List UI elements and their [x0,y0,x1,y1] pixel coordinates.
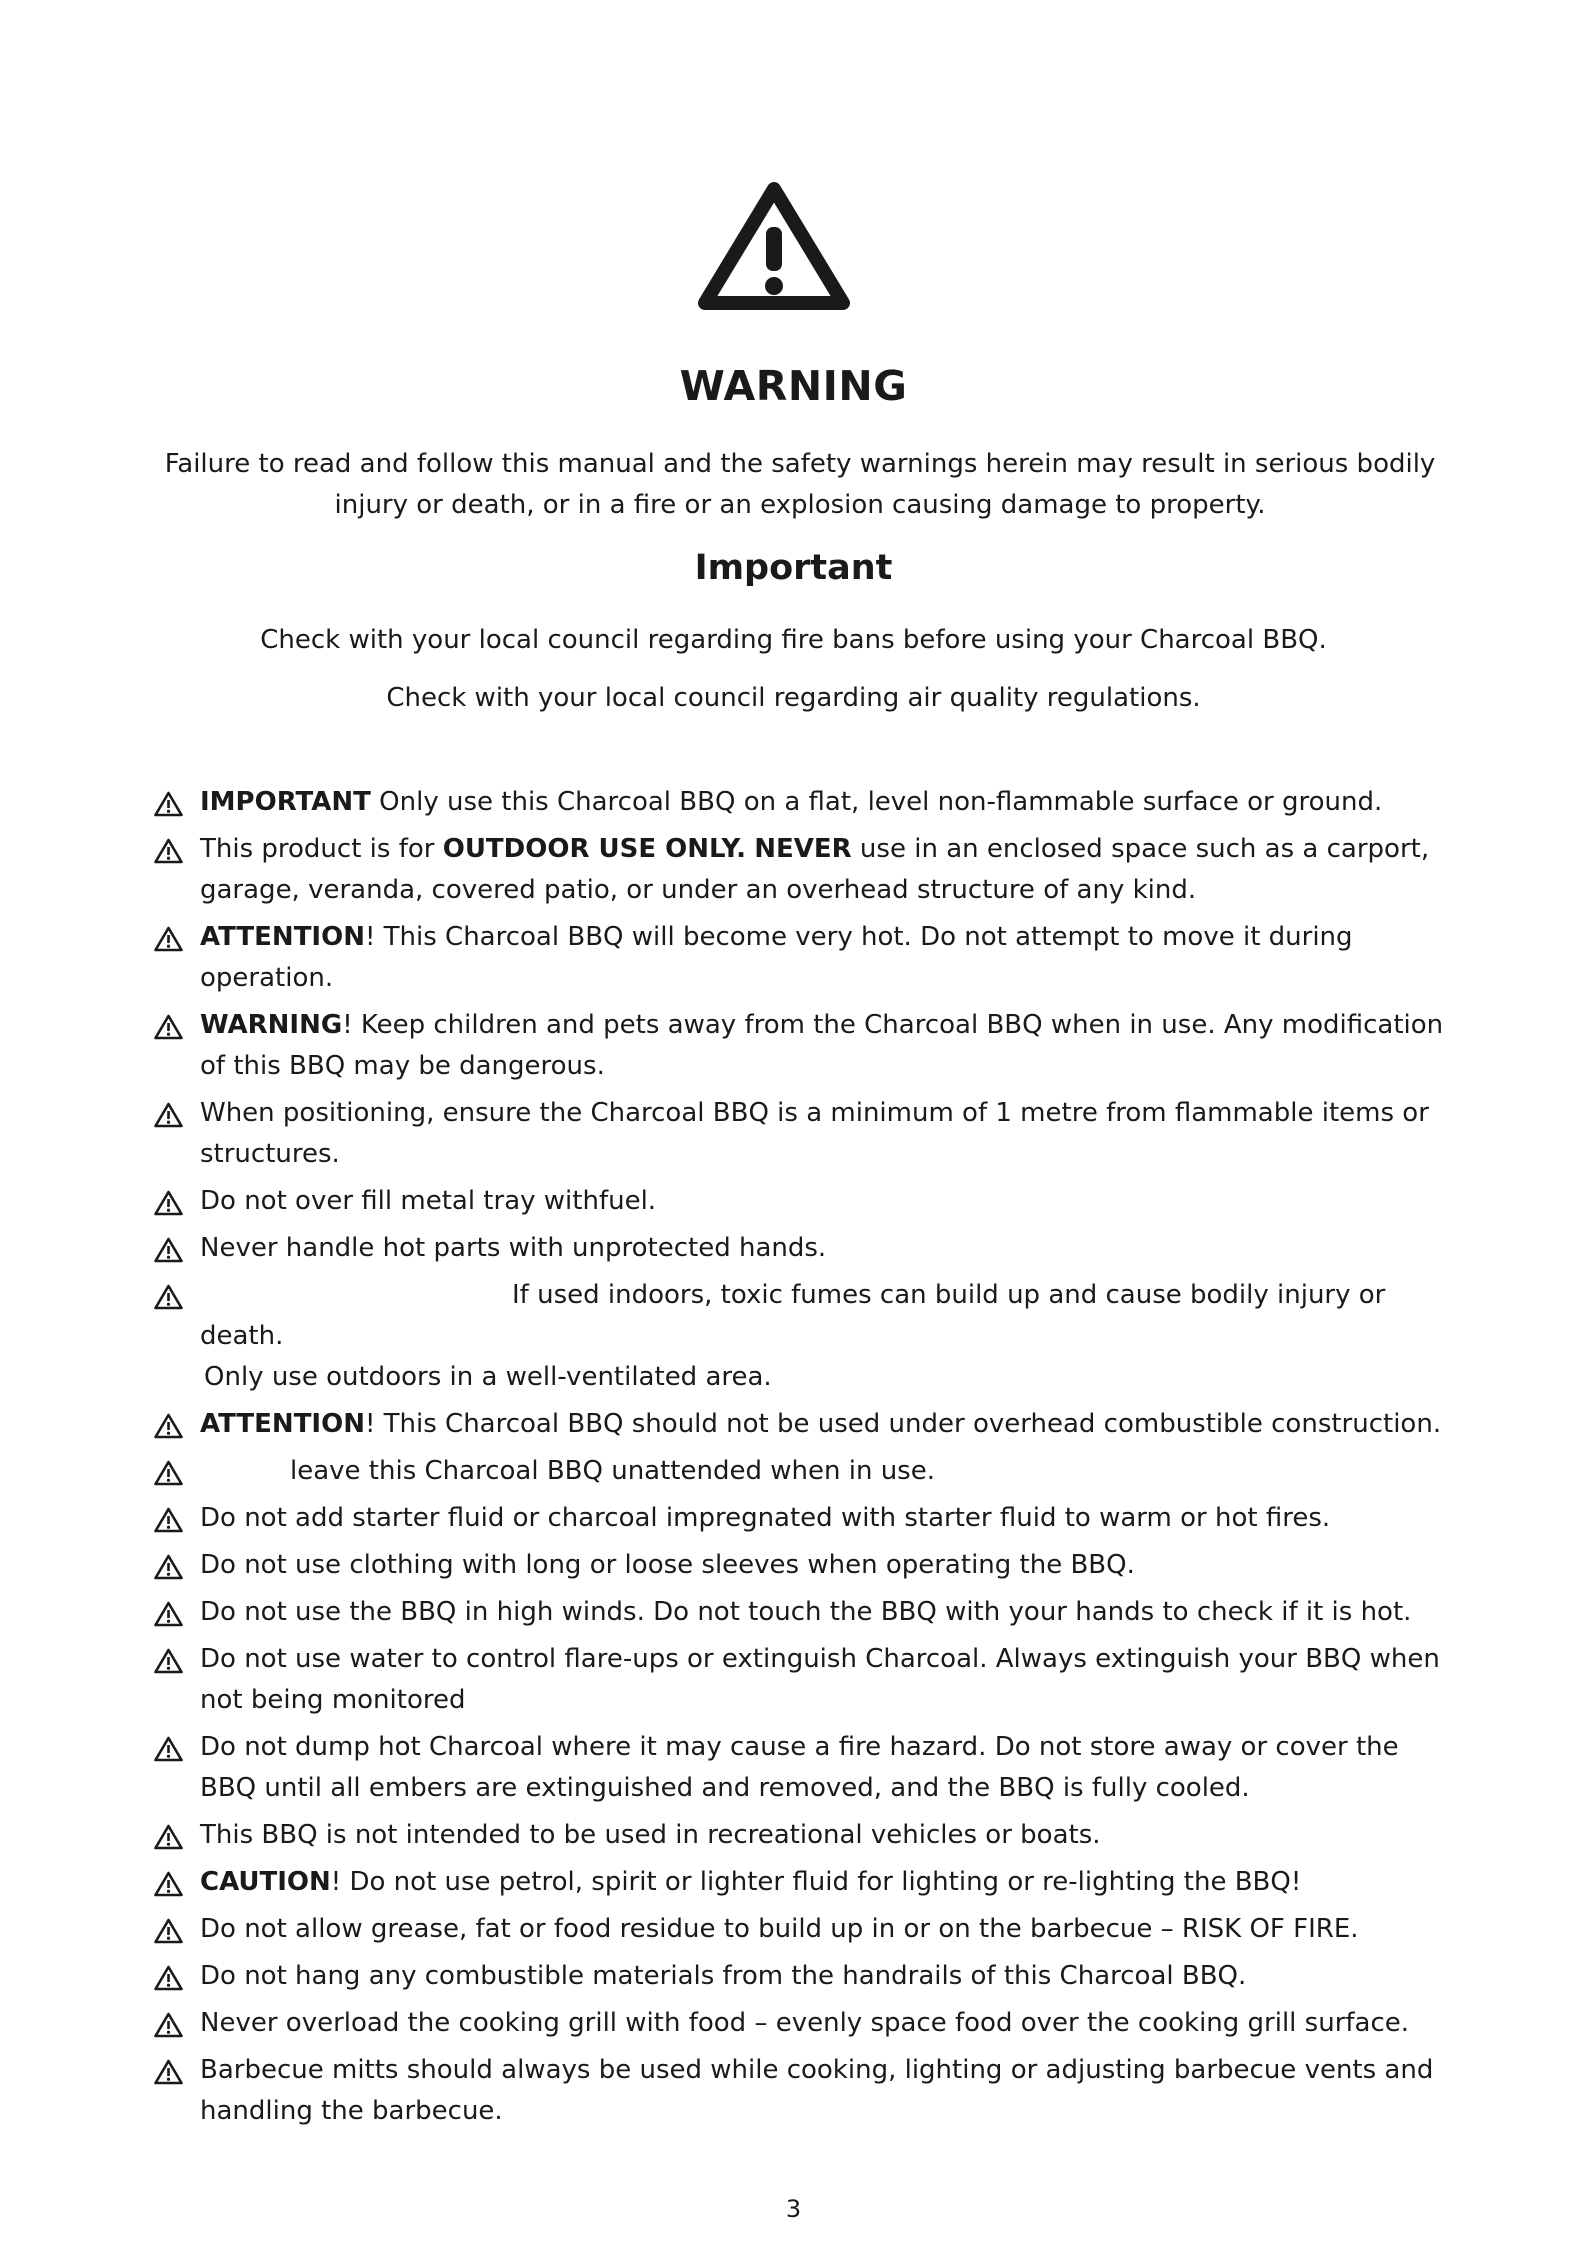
warning-item [150,829,1450,911]
warning-triangle-icon [153,1506,184,1533]
warning-item [150,2050,1450,2132]
warning-text: use in an enclosed space such as a carport, garage, veranda, covered patio, or under an overhead structure of any kind. [200,834,1430,905]
warning-triangle-icon [153,925,184,952]
warning-item [150,1498,1450,1539]
warning-text: Do not add starter fluid or charcoal impregnated with starter fluid to warm or hot fires. [200,1503,1331,1533]
warning-text: ! Keep children and pets away from the Charcoal BBQ when in use. Any modification of this BBQ may be dangerous. [200,1010,1444,1081]
warning-triangle-icon [153,790,184,817]
warning-item [150,1862,1450,1903]
warning-lead: ATTENTION [200,922,365,952]
page-title: WARNING [679,362,908,410]
warning-triangle-icon [153,1189,184,1216]
warning-lead: IMPORTANT [200,787,371,817]
warning-triangle-icon [153,1101,184,1128]
warning-triangle-icon [153,1600,184,1627]
warning-text: Do not allow grease, fat or food residue to build up in or on the barbecue – RISK OF FIRE. [200,1914,1359,1944]
warning-triangle-icon [153,1553,184,1580]
warning-triangle-icon [153,1283,184,1310]
warning-item [150,917,1450,999]
warning-triangle-icon [153,1647,184,1674]
warning-triangle-icon [153,837,184,864]
warning-text: When positioning, ensure the Charcoal BBQ is a minimum of 1 metre from flammable items or structures. [200,1098,1429,1169]
warning-triangle-icon [153,2058,184,2085]
warning-text: Do not dump hot Charcoal where it may cause a fire hazard. Do not store away or cover the BBQ until all embers are extinguished and removed, and the BBQ is fully cooled. [200,1732,1399,1803]
warning-text: Barbecue mitts should always be used while cooking, lighting or adjusting barbecue vents and handling the barbecue. [200,2055,1434,2126]
warning-triangle-icon [153,1412,184,1439]
warning-text-pre: This product is for [200,834,443,864]
warning-triangle-icon [153,2011,184,2038]
warning-item [150,1639,1450,1721]
warning-text: Do not use water to control flare-ups or extinguish Charcoal. Always extinguish your BBQ when not being monitored [200,1644,1440,1715]
warning-item [150,782,1450,823]
warning-triangle-icon [153,1917,184,1944]
warning-item [150,2003,1450,2044]
section-subtitle: Important [694,548,893,588]
warning-item [150,1592,1450,1633]
council-note-air-quality: Check with your local council regarding air quality regulations. [386,683,1201,713]
warning-bold-outdoor: OUTDOOR USE ONLY. [442,834,746,864]
warning-triangle-icon [153,1964,184,1991]
warning-item [150,1228,1450,1269]
page-number: 3 [785,2195,802,2223]
warning-text: Only use this Charcoal BBQ on a flat, level non-flammable surface or ground. [370,787,1383,817]
warning-item [150,1956,1450,1997]
warning-text: Do not use the BBQ in high winds. Do not touch the BBQ with your hands to check if it is hot. [200,1597,1412,1627]
warning-item [150,1545,1450,1586]
warning-text: Do not hang any combustible materials from the handrails of this Charcoal BBQ. [200,1961,1247,1991]
warning-triangle-icon [153,1013,184,1040]
warning-item [150,1093,1450,1175]
council-note-fire-bans: Check with your local council regarding fire bans before using your Charcoal BBQ. [260,625,1327,655]
warning-triangle-icon [153,1870,184,1897]
warning-item [150,1727,1450,1809]
warning-lead: ATTENTION [200,1409,365,1439]
warning-lead: WARNING [200,1010,343,1040]
warning-item [150,1275,1450,1398]
warning-text-continued: Only use outdoors in a well-ventilated area. [204,1362,772,1392]
warning-text: ! This Charcoal BBQ will become very hot. Do not attempt to move it during operation. [200,922,1353,993]
warning-triangle-icon [153,1236,184,1263]
warning-text: ! This Charcoal BBQ should not be used under overhead combustible construction. [364,1409,1442,1439]
warning-text: leave this Charcoal BBQ unattended when in use. [290,1456,935,1486]
warning-item [150,1005,1450,1087]
warning-lead: CAUTION [200,1867,331,1897]
warning-text: If used indoors, toxic fumes can build up and cause bodily injury or death. [200,1280,1386,1351]
warning-text: Do not over fill metal tray withfuel. [200,1186,657,1216]
warning-item [150,1404,1450,1445]
warning-triangle-icon [153,1735,184,1762]
warning-item [150,1451,1450,1492]
warning-triangle-icon [153,1459,184,1486]
warning-text: This BBQ is not intended to be used in recreational vehicles or boats. [200,1820,1101,1850]
warning-item [150,1909,1450,1950]
intro-text: Failure to read and follow this manual and the safety warnings herein may result in serious bodily injury or death, or in a fire or an explosion causing damage to property. [164,449,1436,520]
warning-item [150,1181,1450,1222]
warning-text: Never overload the cooking grill with food – evenly space food over the cooking grill surface. [200,2008,1410,2038]
warning-triangle-icon [693,175,855,315]
warning-triangle-icon [153,1823,184,1850]
warning-item [150,1815,1450,1856]
warning-text: ! Do not use petrol, spirit or lighter fluid for lighting or re-lighting the BBQ! [330,1867,1302,1897]
warning-text: Do not use clothing with long or loose sleeves when operating the BBQ. [200,1550,1135,1580]
warning-bold-never: NEVER [754,834,852,864]
warning-list [150,782,1450,2138]
warning-text: Never handle hot parts with unprotected hands. [200,1233,827,1263]
